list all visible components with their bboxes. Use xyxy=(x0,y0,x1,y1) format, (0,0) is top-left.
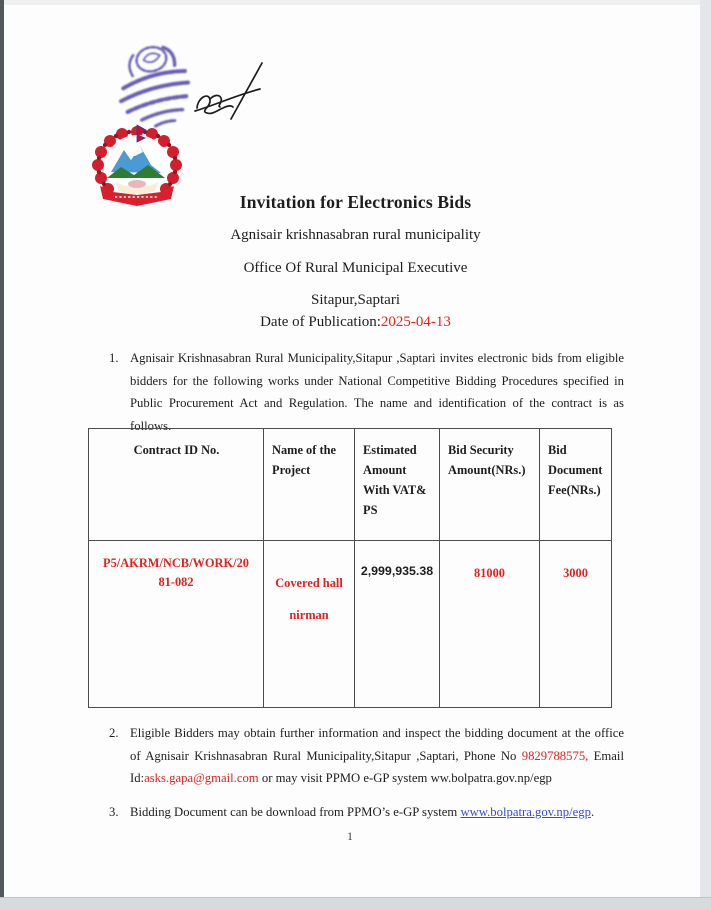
municipality-name: Agnisair krishnasabran rural municipality xyxy=(230,227,481,243)
cell-contract-id: P5/AKRM/NCB/WORK/2081-082 xyxy=(89,541,264,708)
table-data-row xyxy=(89,541,612,708)
scan-edge-right xyxy=(700,0,711,897)
paragraph-2-tail: or may visit PPMO e-GP system ww.bolpatra.gov.np/egp xyxy=(258,771,552,786)
paragraph-1 xyxy=(109,347,624,438)
header-project-name: Name of the Project xyxy=(264,429,355,541)
phone-number: 9829788575, xyxy=(521,748,589,763)
publication-date-line xyxy=(0,314,711,331)
header-document-fee: Bid Document Fee(NRs.) xyxy=(540,429,612,541)
paragraph-3-period: . xyxy=(590,805,595,819)
bid-table xyxy=(88,428,612,708)
paragraph-3 xyxy=(109,801,624,824)
egp-portal-link[interactable]: www.bolpatra.gov.np/egp xyxy=(460,805,591,819)
publication-date: 2025-04-13 xyxy=(380,314,451,330)
header-contract-id: Contract ID No. xyxy=(89,429,264,541)
paragraph-2-text xyxy=(130,722,624,790)
list-number-2: 2. xyxy=(109,726,119,740)
cell-document-fee: 3000 xyxy=(540,541,612,708)
email-address: asks.gapa@gmail.com xyxy=(144,771,259,786)
scan-edge-top xyxy=(0,0,711,5)
list-number-1: 1. xyxy=(109,351,119,365)
paragraph-2-lead: Eligible Bidders may obtain further information and inspect the bidding document at the office of Agnisair Krishnasabran Rural Municipality,Sitapur ,Saptari, Phone No xyxy=(130,726,624,763)
paragraph-3-text xyxy=(130,801,624,824)
scan-edge-bottom xyxy=(0,897,711,910)
location-line: Sitapur,Saptari xyxy=(311,292,400,308)
paragraph-2 xyxy=(109,722,624,790)
scan-edge-left xyxy=(0,0,4,897)
cell-project-name: Covered hall nirman xyxy=(264,541,355,708)
office-name: Office Of Rural Municipal Executive xyxy=(243,260,468,276)
paragraph-1-text: Agnisair Krishnasabran Rural Municipality,Sitapur ,Saptari invites electronic bids from eligible bidders for the following works under National Competitive Bidding Procedures specified in Public Procurement Act and Regulation. The name and identification of the contract is as follows. xyxy=(130,351,624,434)
email-label: Email Id: xyxy=(130,748,624,786)
document-title: Invitation for Electronics Bids xyxy=(239,192,472,212)
publication-label: Date of Publication: xyxy=(260,314,381,330)
header-estimated-amount: Estimated Amount With VAT& PS xyxy=(355,429,440,541)
list-number-3: 3. xyxy=(109,805,119,819)
page-number: 1 xyxy=(347,831,353,843)
cell-bid-security: 81000 xyxy=(440,541,540,708)
signature-icon xyxy=(185,48,277,140)
paragraph-3-lead: Bidding Document can be download from PPMO’s e-GP system xyxy=(130,805,461,819)
table-header-row xyxy=(89,429,612,541)
header-bid-security: Bid Security Amount(NRs.) xyxy=(440,429,540,541)
cell-estimated-amount: 2,999,935.38 xyxy=(355,541,440,708)
